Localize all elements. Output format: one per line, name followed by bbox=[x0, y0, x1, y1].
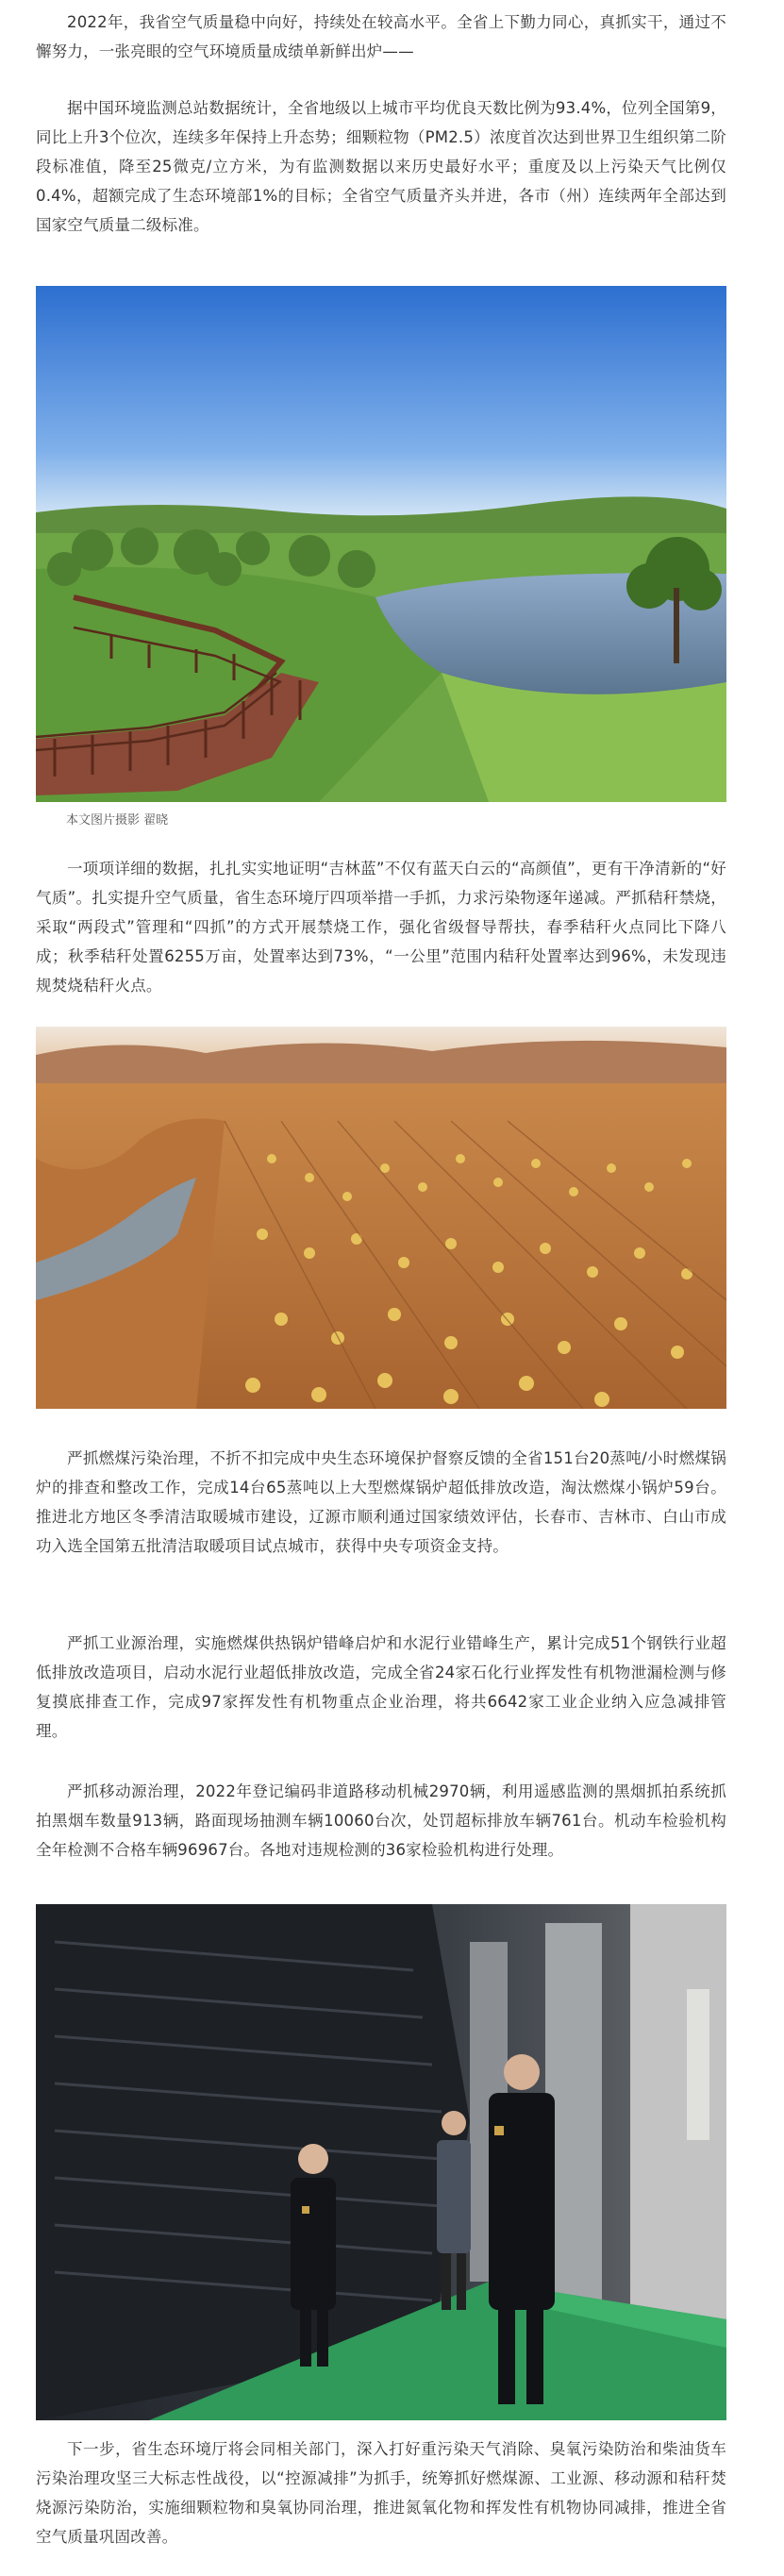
paragraph-intro bbox=[36, 8, 726, 66]
paragraph-industry bbox=[36, 1629, 726, 1746]
paragraph-text: 严抓移动源治理，2022年登记编码非道路移动机械2970辆，利用遥感监测的黑烟抓拍系统抓拍黑烟车数量913辆，路面现场抽测车辆10060台次，处罚超标排放车辆761台。机动车检验机构全年检测不合格车辆96967台。各地对违规检测的36家检验机构进行处理。 bbox=[36, 1782, 726, 1859]
paragraph-text: 严抓工业源治理，实施燃煤供热锅炉错峰启炉和水泥行业错峰生产，累计完成51个钢铁行业超低排放改造项目，启动水泥行业超低排放改造，完成全省24家石化行业挥发性有机物泄漏检测与修复摸底排查工作，完成97家挥发性有机物重点企业治理，将共6642家工业企业纳入应急减排管理。 bbox=[36, 1634, 726, 1740]
boiler-inspection-photo bbox=[36, 1904, 726, 2420]
paragraph-text: 2022年，我省空气质量稳中向好，持续处在较高水平。全省上下勤力同心，真抓实干，通过不懈努力，一张亮眼的空气环境质量成绩单新鲜出炉—— bbox=[36, 13, 726, 60]
photo-caption: 本文图片摄影 翟晓 bbox=[66, 813, 169, 828]
paragraph-text: 下一步，省生态环境厅将会同相关部门，深入打好重污染天气消除、臭氧污染防治和柴油货车污染治理攻坚三大标志性战役，以“控源减排”为抓手，统筹抓好燃煤源、工业源、移动源和秸秆焚烧源污染防治，实施细颗粒物和臭氧协同治理，推进氮氧化物和挥发性有机物协同减排，推进全省空气质量巩固改善。 bbox=[36, 2440, 726, 2546]
paragraph-coal bbox=[36, 1444, 726, 1561]
paragraph-next-steps bbox=[36, 2434, 726, 2551]
wetland-boardwalk-photo bbox=[36, 286, 726, 802]
paragraph-measures bbox=[36, 854, 726, 1000]
paragraph-text: 据中国环境监测总站数据统计，全省地级以上城市平均优良天数比例为93.4%，位列全国第9，同比上升3个位次，连续多年保持上升态势；细颗粒物（PM2.5）浓度首次达到世界卫生组织第二阶段标准值，降至25微克/立方米，为有监测数据以来历史最好水平；重度及以上污染天气比例仅0.4%，超额完成了生态环境部1%的目标；全省空气质量齐头并进，各市（州）连续两年全部达到国家空气质量二级标准。 bbox=[36, 99, 726, 234]
paragraph-text: 一项项详细的数据，扎扎实实地证明“吉林蓝”不仅有蓝天白云的“高颜值”，更有干净清新的“好气质”。扎实提升空气质量，省生态环境厅四项举措一手抓，力求污染物逐年递减。严抓秸秆禁烧，采取“两段式”管理和“四抓”的方式开展禁烧工作，强化省级督导帮扶，春季秸秆火点同比下降八成；秋季秸秆处置6255万亩，处置率达到73%，“一公里”范围内秸秆处置率达到96%，未发现违规焚烧秸秆火点。 bbox=[36, 860, 726, 995]
straw-field-photo bbox=[36, 1027, 726, 1409]
paragraph-statistics bbox=[36, 93, 726, 240]
paragraph-mobile bbox=[36, 1777, 726, 1865]
paragraph-text: 严抓燃煤污染治理，不折不扣完成中央生态环境保护督察反馈的全省151台20蒸吨/小时燃煤锅炉的排查和整改工作，完成14台65蒸吨以上大型燃煤锅炉超低排放改造，淘汰燃煤小锅炉59台。推进北方地区冬季清洁取暖城市建设，辽源市顺利通过国家绩效评估，长春市、吉林市、白山市成功入选全国第五批清洁取暖项目试点城市，获得中央专项资金支持。 bbox=[36, 1449, 726, 1555]
